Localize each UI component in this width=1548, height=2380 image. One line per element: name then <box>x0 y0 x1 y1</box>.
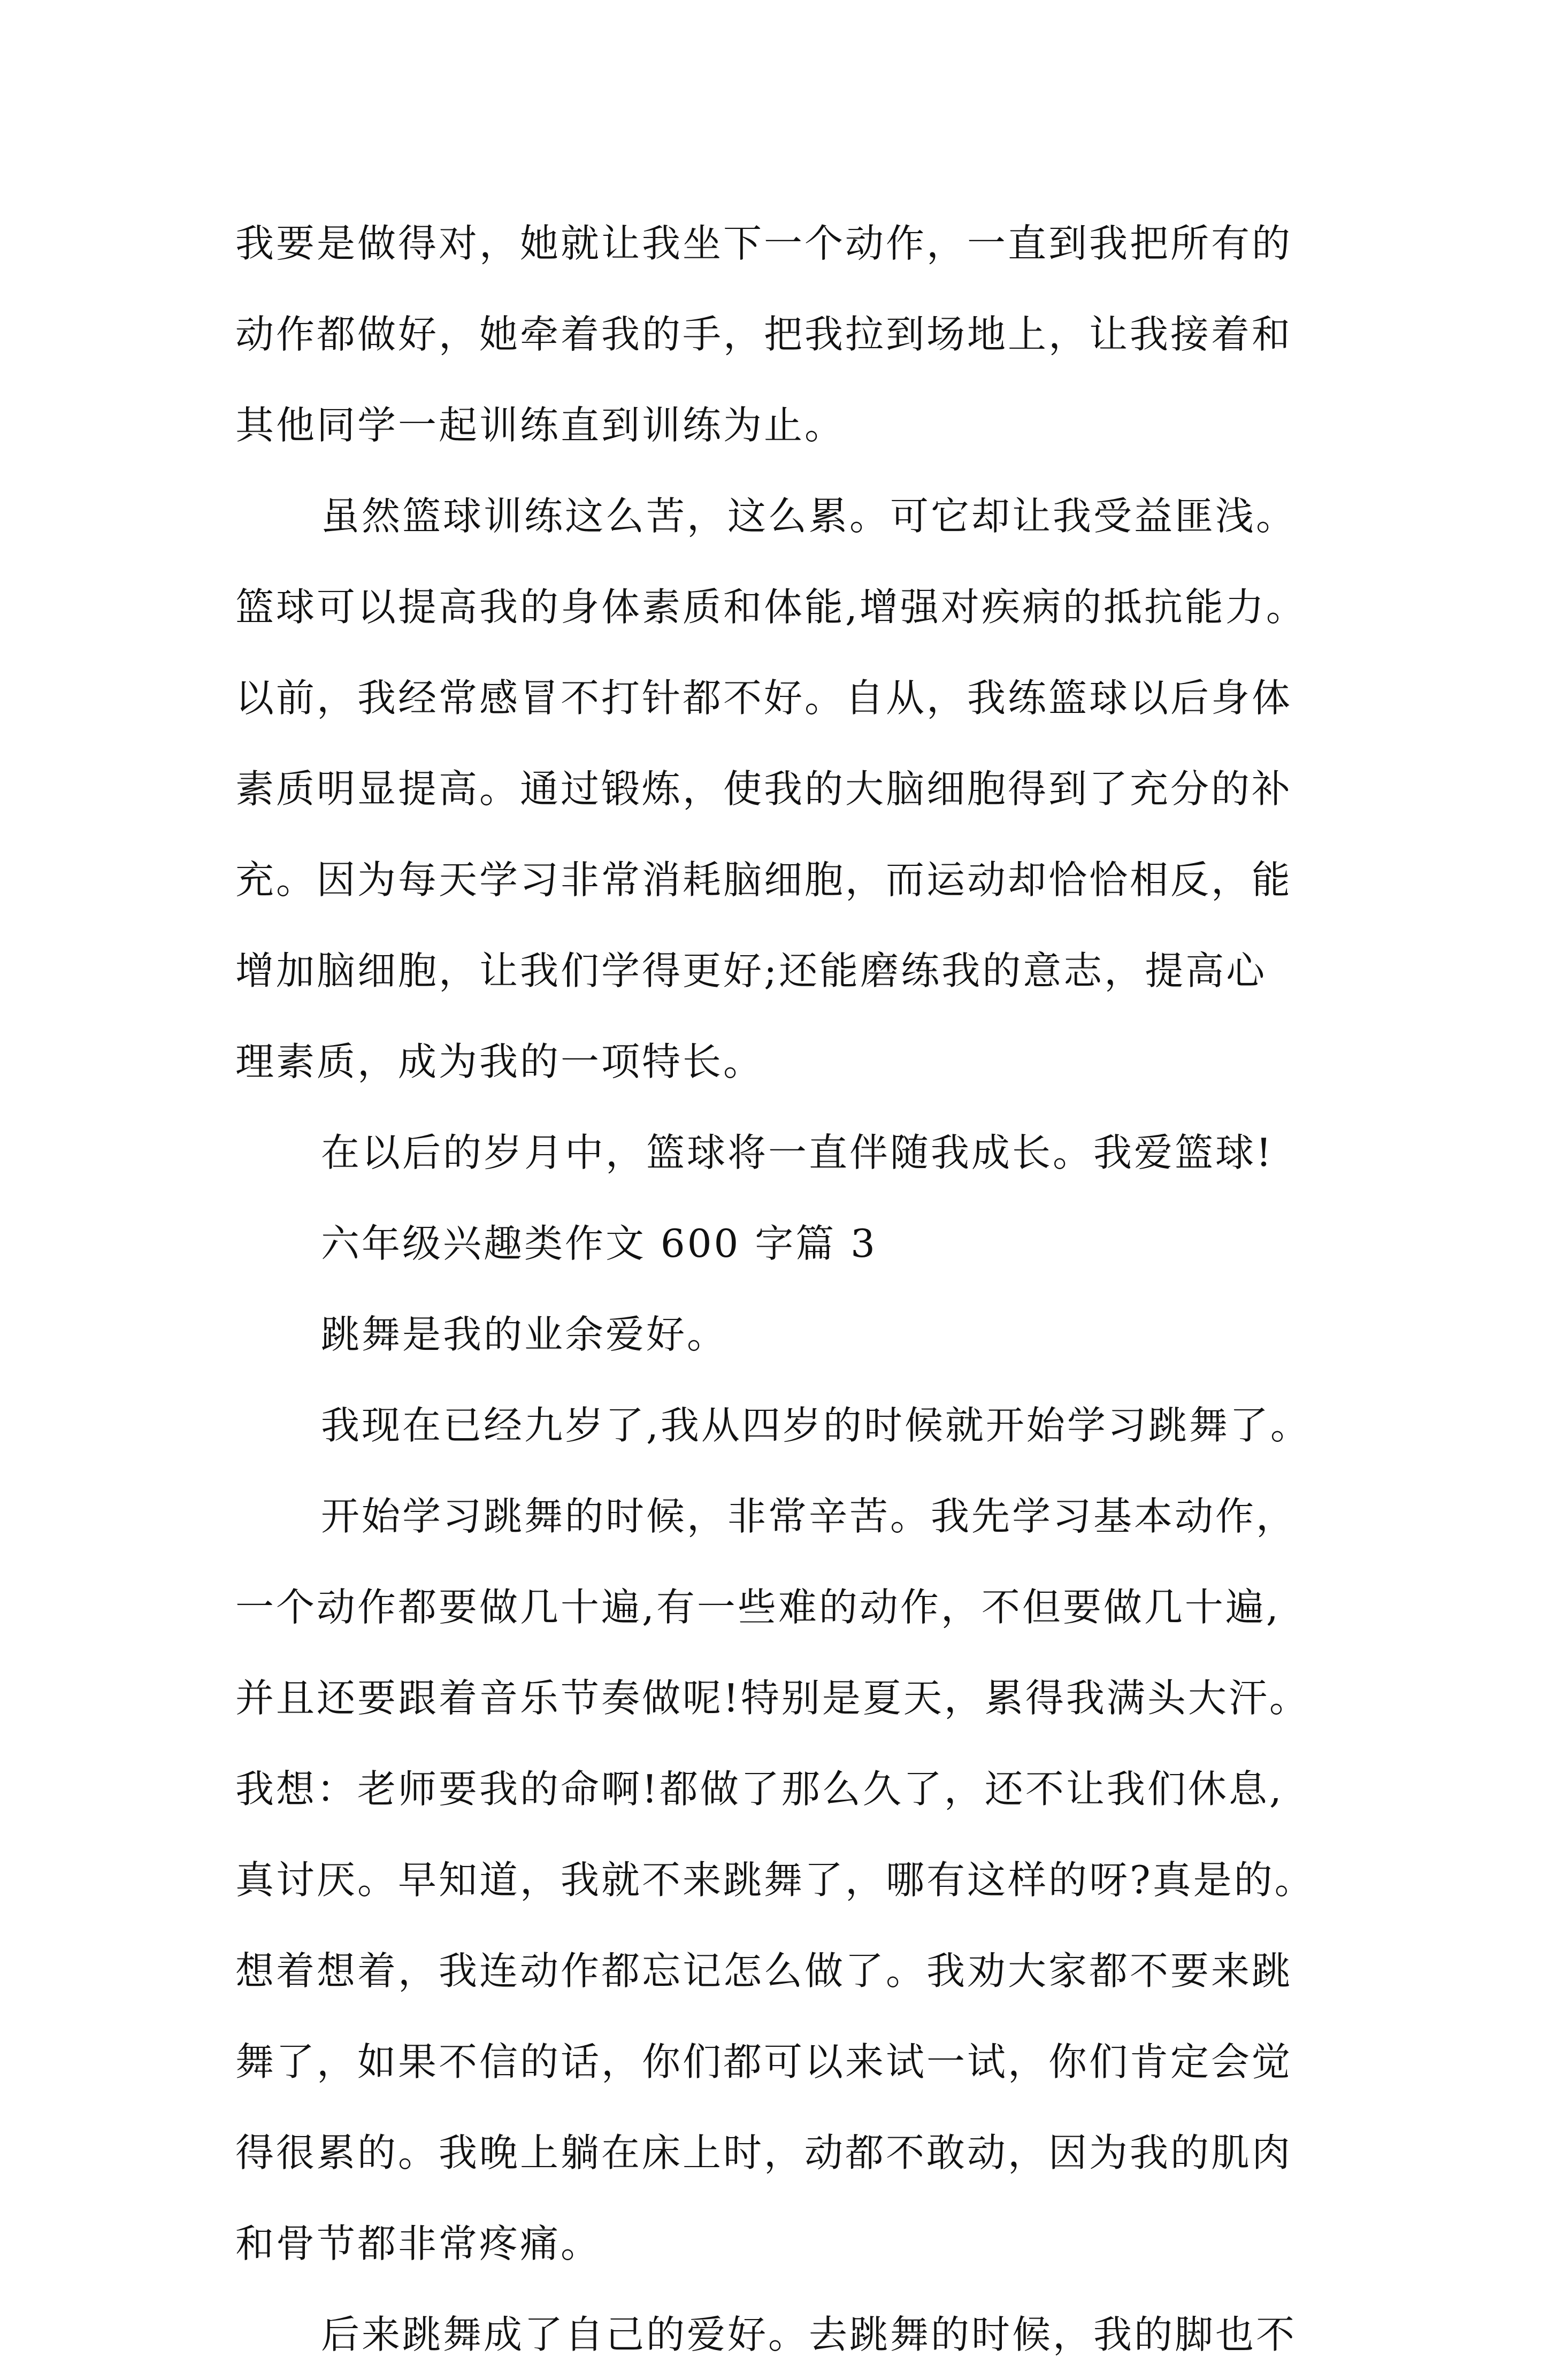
section-heading: 六年级兴趣类作文 600 字篇 3 <box>321 1221 877 1266</box>
text-line: 理素质，成为我的一项特长。 <box>235 1039 764 1084</box>
text-line: 虽然篮球训练这么苦，这么累。可它却让我受益匪浅。 <box>321 494 1297 539</box>
text-line: 我想：老师要我的命啊!都做了那么久了，还不让我们休息, <box>235 1767 1284 1811</box>
text-line: 并且还要跟着音乐节奏做呢!特别是夏天，累得我满头大汗。 <box>235 1676 1310 1721</box>
text-line: 开始学习跳舞的时候，非常辛苦。我先学习基本动作， <box>321 1494 1297 1539</box>
essay-text <box>235 198 1327 2380</box>
text-line: 在以后的岁月中，篮球将一直伴随我成长。我爱篮球! <box>321 1130 1274 1175</box>
text-line: 后来跳舞成了自己的爱好。去跳舞的时候，我的脚也不 <box>321 2312 1297 2357</box>
text-line: 篮球可以提高我的身体素质和体能,增强对疾病的抵抗能力。 <box>235 585 1307 629</box>
text-line: 其他同学一起训练直到训练为止。 <box>235 403 846 448</box>
text-line: 动作都做好，她牵着我的手，把我拉到场地上，让我接着和 <box>235 312 1293 357</box>
text-line: 和骨节都非常疼痛。 <box>235 2221 602 2266</box>
text-line: 真讨厌。早知道，我就不来跳舞了，哪有这样的呀?真是的。 <box>235 1857 1315 1902</box>
text-line: 素质明显提高。通过锻炼，使我的大脑细胞得到了充分的补 <box>235 766 1293 811</box>
text-line: 充。因为每天学习非常消耗脑细胞，而运动却恰恰相反，能 <box>235 857 1293 902</box>
text-line: 我现在已经九岁了,我从四岁的时候就开始学习跳舞了。 <box>321 1403 1311 1448</box>
text-line: 想着想着，我连动作都忘记怎么做了。我劝大家都不要来跳 <box>235 1948 1293 1993</box>
text-line: 以前，我经常感冒不打针都不好。自从，我练篮球以后身体 <box>235 675 1293 720</box>
text-line: 得很累的。我晚上躺在床上时，动都不敢动，因为我的肌肉 <box>235 2130 1293 2175</box>
text-line: 跳舞是我的业余爱好。 <box>321 1312 728 1357</box>
text-line: 增加脑细胞，让我们学得更好;还能磨练我的意志，提高心 <box>235 948 1267 993</box>
text-line: 我要是做得对，她就让我坐下一个动作，一直到我把所有的 <box>235 221 1293 266</box>
text-line: 舞了，如果不信的话，你们都可以来试一试，你们肯定会觉 <box>235 2039 1293 2084</box>
text-line: 一个动作都要做几十遍,有一些难的动作，不但要做几十遍, <box>235 1585 1281 1630</box>
